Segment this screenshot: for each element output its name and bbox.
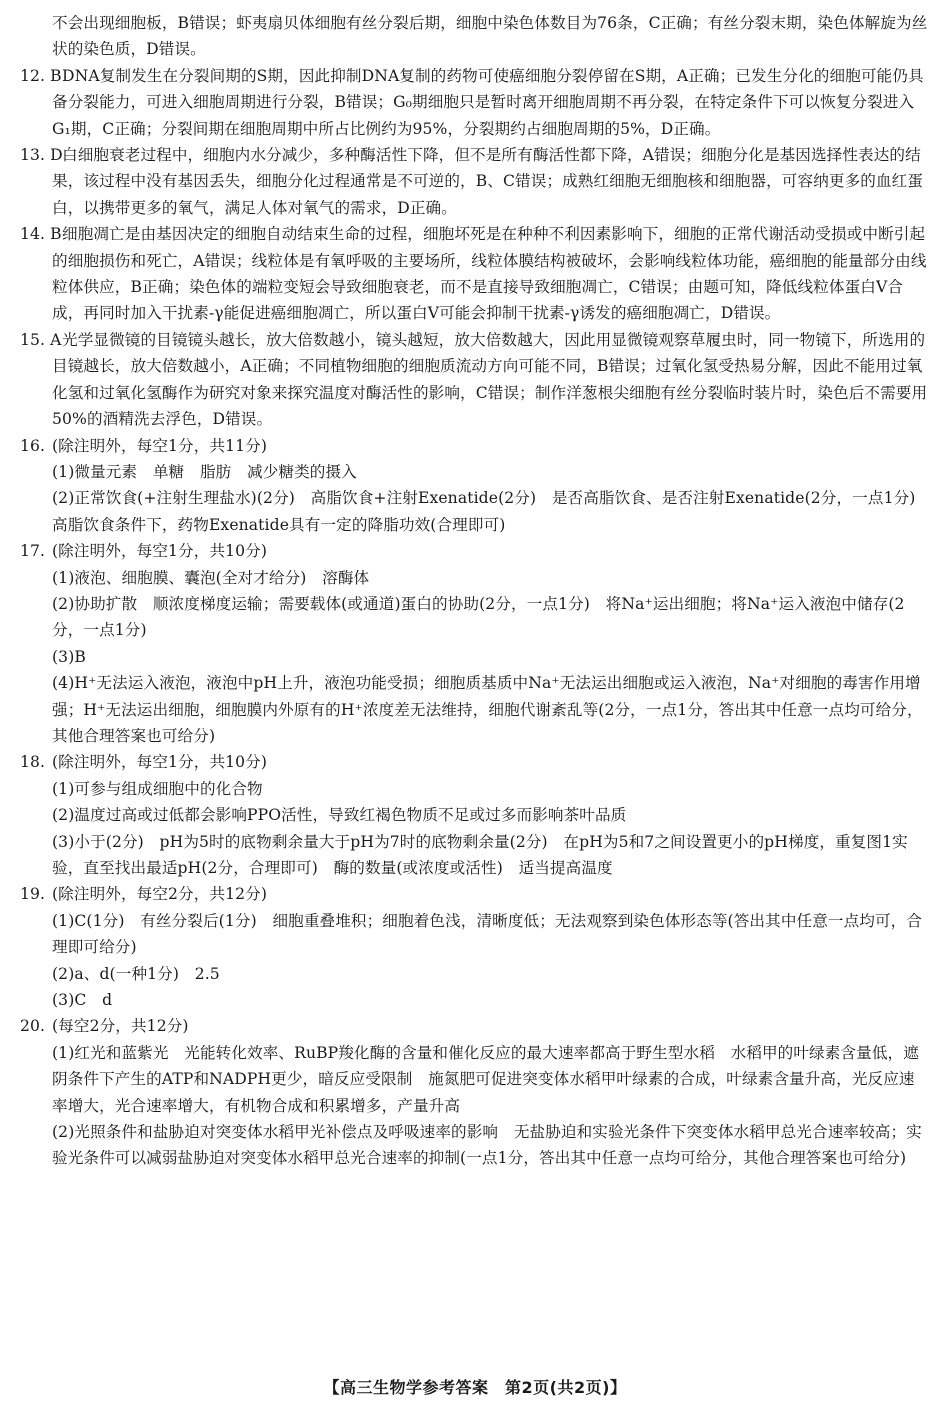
sub-answer: (2)a、d(一种1分) 2.5 <box>52 964 220 983</box>
sub-answer: (1)液泡、细胞膜、囊泡(全对才给分) 溶酶体 <box>52 568 370 587</box>
item-number: 18. <box>20 753 46 772</box>
item-text: 细胞凋亡是由基因决定的细胞自动结束生命的过程，细胞坏死是在种种不利因素影响下，细胞的正常代谢活动受损或中断引起的细胞损伤和死亡，A错误；线粒体是有氧呼吸的主要场所，线粒体膜结构被破坏，会影响线粒体功能，癌细胞的能量部分由线粒体供应，B正确；染色体的端粒变短会导致细胞衰老，而不是直接导致细胞凋亡，C错误；由题可知，降低线粒体蛋白V合成，再同时加入干扰素-γ能促进癌细胞凋亡，所以蛋白V可能会抑制干扰素-γ诱发的癌细胞凋亡，D错误。 <box>52 225 927 323</box>
answer-item-19 <box>20 881 928 907</box>
item-scoring-note: (除注明外，每空1分，共10分) <box>52 542 268 561</box>
item-scoring-note: (每空2分，共12分) <box>52 1017 189 1036</box>
answer-item-17 <box>20 538 928 564</box>
item-text: 光学显微镜的目镜镜头越长，放大倍数越小，镜头越短，放大倍数越大，因此用显微镜观察草履虫时，同一物镜下，所选用的目镜越长，放大倍数越小，A正确；不同植物细胞的细胞质流动方向可能不同，B错误；过氧化氢受热易分解，因此不能用过氧化氢和过氧化氢酶作为研究对象来探究温度对酶活性的影响，C错误；制作洋葱根尖细胞有丝分裂临时装片时，染色后不需要用50%的酒精洗去浮色，D错误。 <box>52 330 928 429</box>
sub-answer: (1)红光和蓝紫光 光能转化效率、RuBP羧化酶的含量和催化反应的最大速率都高于野生型水稻 水稻甲的叶绿素含量低，遮阴条件下产生的ATP和NADPH更少，暗反应受限制 施氮肥可促进突变体水稻甲叶绿素的合成，叶绿素含量升高，光反应速率增大，光合速率增大，有机物合成和积累增多，产量升高 <box>52 1043 919 1115</box>
answer-item-16 <box>20 433 928 459</box>
item-scoring-note: (除注明外，每空2分，共12分) <box>52 885 268 904</box>
item-number: 17. <box>20 542 46 561</box>
sub-answer: (1)微量元素 单糖 脂肪 减少糖类的摄入 <box>52 462 357 481</box>
page-footer: 【高三生物学参考答案 第2页(共2页)】 <box>323 1378 627 1397</box>
item-number: 14. B <box>20 225 62 244</box>
answer-item-15 <box>20 327 928 433</box>
sub-answer: (1)可参与组成细胞中的化合物 <box>52 779 263 798</box>
continuation-text: 不会出现细胞板，B错误；虾夷扇贝体细胞有丝分裂后期，细胞中染色体数目为76条，C正确；有丝分裂末期，染色体解旋为丝状的染色质，D错误。 <box>52 14 928 59</box>
answer-item-20 <box>20 1013 928 1039</box>
item-text: DNA复制发生在分裂间期的S期，因此抑制DNA复制的药物可使癌细胞分裂停留在S期，A正确；已发生分化的细胞可能仍具备分裂能力，可进入细胞周期进行分裂，B错误；G₀期细胞只是暂时离开细胞周期不再分裂，在特定条件下可以恢复分裂进入G₁期，C正确；分裂间期在细胞周期中所占比例约为95%，分裂期约占细胞周期的5%，D正确。 <box>52 66 924 138</box>
sub-answer: (4)H⁺无法运入液泡，液泡中pH上升，液泡功能受损；细胞质基质中Na⁺无法运出细胞或运入液泡，Na⁺对细胞的毒害作用增强；H⁺无法运出细胞，细胞膜内外原有的H⁺浓度差无法维持，细胞代谢紊乱等(2分，一点1分，答出其中任意一点均可给分，其他合理答案也可给分) <box>52 674 923 745</box>
answer-item-13 <box>20 142 928 221</box>
item-number: 16. <box>20 436 46 455</box>
item-scoring-note: (除注明外，每空1分，共11分) <box>52 436 268 455</box>
sub-answer: (2)光照条件和盐胁迫对突变体水稻甲光补偿点及呼吸速率的影响 无盐胁迫和实验光条件下突变体水稻甲总光合速率较高；实验光条件可以减弱盐胁迫对突变体水稻甲总光合速率的抑制(一点1分，答出其中任意一点均可给分，其他合理答案也可给分) <box>52 1123 922 1168</box>
sub-answer: (3)B <box>52 647 86 666</box>
sub-answer: (3)小于(2分) pH为5时的底物剩余量大于pH为7时的底物剩余量(2分) 在pH为5和7之间设置更小的pH梯度，重复图1实验，直至找出最适pH(2分，合理即可) 酶的数量(或浓度或活性) 适当提高温度 <box>52 832 908 877</box>
item-number: 20. <box>20 1017 46 1036</box>
sub-answer: (1)C(1分) 有丝分裂后(1分) 细胞重叠堆积；细胞着色浅，清晰度低；无法观察到染色体形态等(答出其中任意一点均可，合理即可给分) <box>52 911 923 957</box>
sub-answer: (3)C d <box>52 991 113 1010</box>
answer-item-12 <box>20 63 928 142</box>
sub-answer: (2)温度过高或过低都会影响PPO活性，导致红褐色物质不足或过多而影响茶叶品质 <box>52 806 627 825</box>
item-number: 12. B <box>20 66 62 85</box>
item-number: 15. A <box>20 330 62 349</box>
item-number: 13. D <box>20 146 63 165</box>
answer-item-14 <box>20 221 928 327</box>
answer-item-18 <box>20 749 928 775</box>
sub-answer: (2)协助扩散 顺浓度梯度运输；需要载体(或通道)蛋白的协助(2分，一点1分) 将Na⁺运出细胞；将Na⁺运入液泡中储存(2分，一点1分) <box>52 594 905 640</box>
item-text: 白细胞衰老过程中，细胞内水分减少，多种酶活性下降，但不是所有酶活性都下降，A错误；细胞分化是基因选择性表达的结果，该过程中没有基因丢失，细胞分化过程通常是不可逆的，B、C错误；成熟红细胞无细胞核和细胞器，可容纳更多的血红蛋白，以携带更多的氧气，满足人体对氧气的需求，D正确。 <box>52 146 924 217</box>
item-scoring-note: (除注明外，每空1分，共10分) <box>52 753 268 772</box>
item-number: 19. <box>20 885 46 904</box>
sub-answer: (2)正常饮食(+注射生理盐水)(2分) 高脂饮食+注射Exenatide(2分) 是否高脂饮食、是否注射Exenatide(2分，一点1分) 高脂饮食条件下，药物Exenatide具有一定的降脂功效(合理即可) <box>52 489 932 534</box>
